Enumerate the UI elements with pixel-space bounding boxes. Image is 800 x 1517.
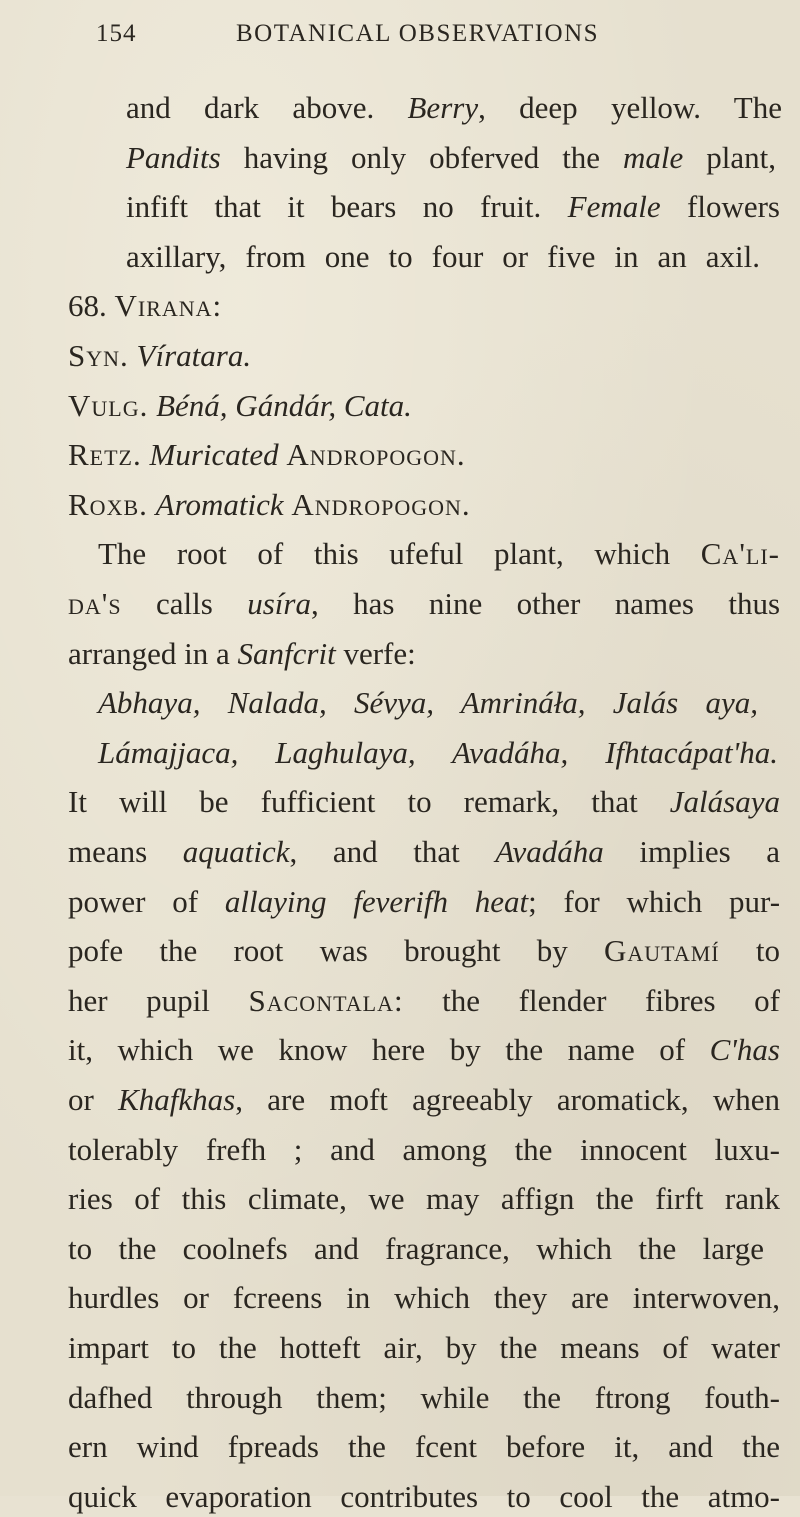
roman-text: hurdles or fcreens in which they are interwoven, <box>68 1280 780 1316</box>
text-line <box>126 237 760 277</box>
roman-text: pofe the root was brought by <box>68 933 604 969</box>
small-caps-text: Andropogon. <box>291 486 471 522</box>
text-line <box>68 1080 780 1120</box>
small-caps-text: Roxb. <box>68 486 148 522</box>
roman-text: arranged in a <box>68 635 238 671</box>
roman-text: implies a <box>603 834 780 869</box>
roman-text: ries of this climate, we may affign the firft rank <box>68 1181 780 1217</box>
roman-text: means <box>68 834 183 869</box>
roman-text <box>148 487 156 522</box>
italic-text: Berry <box>407 90 479 125</box>
text-line <box>68 1130 780 1170</box>
text-line <box>68 634 416 674</box>
italic-text: Sanfcrit <box>237 635 336 671</box>
roman-text: , are moft agreeably aromatick, when <box>235 1082 780 1117</box>
text-line <box>68 435 466 475</box>
italic-text: male <box>623 139 684 175</box>
text-line <box>68 386 412 426</box>
text-line <box>126 138 776 178</box>
roman-text: it, which we know here by the name of <box>68 1032 710 1068</box>
italic-text: Abhaya, Nalada, Sévya, Amrináła, Jalás aya, <box>98 685 758 721</box>
roman-text: having only obferved the <box>220 139 624 175</box>
small-caps-text: Sacontala: <box>248 982 404 1018</box>
roman-text: her pupil <box>68 982 249 1018</box>
text-line <box>98 534 780 574</box>
roman-text: 68. <box>68 288 115 324</box>
roman-text: power of <box>68 883 225 919</box>
text-line <box>68 832 780 872</box>
text-line <box>68 981 780 1021</box>
small-caps-text: da's <box>68 586 122 621</box>
italic-text: aquatick <box>182 834 290 869</box>
text-line <box>68 782 780 822</box>
small-caps-text: Syn. <box>68 338 129 373</box>
italic-text: Jalásaya <box>669 784 780 820</box>
roman-text: tolerably frefh ; and among the innocent luxu- <box>68 1131 780 1167</box>
text-line <box>68 1477 780 1517</box>
italic-text: Female <box>567 189 661 225</box>
roman-text: the flender fibres of <box>403 982 781 1018</box>
roman-text: verfe: <box>335 635 416 671</box>
page-header <box>96 20 776 60</box>
italic-text: Pandits <box>126 139 221 175</box>
text-line <box>126 187 780 227</box>
roman-text: It will be fufficient to remark, that <box>68 784 670 820</box>
roman-text: axillary, from one to four or five in an axil. <box>126 238 760 274</box>
text-line <box>68 1427 780 1467</box>
text-line <box>68 1179 780 1219</box>
text-line <box>68 286 222 326</box>
text-line <box>68 1328 780 1368</box>
roman-text: quick evaporation contributes to cool the atmo- <box>68 1478 780 1514</box>
italic-text: Béná, Gándár, Cata. <box>156 387 412 423</box>
text-line <box>68 485 471 525</box>
text-line <box>98 733 778 773</box>
roman-text: calls <box>121 586 248 621</box>
roman-text <box>148 388 156 423</box>
roman-text: infift that it bears no fruit. <box>126 189 568 225</box>
small-caps-text: Ca'li- <box>700 536 780 572</box>
roman-text: flowers <box>660 189 780 225</box>
italic-text: Lámajjaca, Laghulaya, Avadáha, Ifhtacápat'ha. <box>98 734 778 770</box>
small-caps-text: Vulg. <box>68 387 149 423</box>
italic-text: usíra <box>247 586 311 621</box>
roman-text: or <box>68 1082 119 1117</box>
running-title: BOTANICAL OBSERVATIONS <box>236 20 600 47</box>
italic-text: Víratara. <box>136 338 252 373</box>
roman-text: , and that <box>289 834 496 869</box>
small-caps-text: Andropogon. <box>286 437 466 473</box>
roman-text: plant, <box>683 139 776 175</box>
italic-text: C'has <box>709 1032 780 1068</box>
text-line <box>68 882 780 922</box>
roman-text: , deep yellow. The <box>478 90 782 125</box>
roman-text: impart to the hotteft air, by the means of water <box>68 1330 780 1365</box>
roman-text <box>129 338 137 373</box>
text-line <box>98 683 758 723</box>
text-line <box>68 336 251 376</box>
small-caps-text: Retz. <box>68 437 142 473</box>
text-line <box>68 1378 780 1418</box>
text-line <box>68 1229 764 1269</box>
roman-text <box>142 437 150 472</box>
roman-text: ern wind fpreads the fcent before it, and the <box>68 1429 780 1465</box>
page-number: 154 <box>96 20 137 47</box>
small-caps-text: Gautamí <box>604 933 720 969</box>
italic-text: Muricated <box>149 437 279 473</box>
small-caps-text: Virana: <box>114 288 223 324</box>
italic-text: Aromatick <box>155 486 284 522</box>
roman-text: dafhed through them; while the ftrong fouth- <box>68 1379 780 1415</box>
text-line <box>68 1278 780 1318</box>
roman-text: , has nine other names thus <box>310 586 781 621</box>
italic-text: Khafkhas <box>118 1082 236 1117</box>
text-line <box>68 931 780 971</box>
italic-text: allaying feverifh heat <box>224 883 529 919</box>
text-line <box>126 88 782 128</box>
italic-text: Avadáha <box>495 834 604 869</box>
roman-text: The root of this ufeful plant, which <box>98 536 701 572</box>
roman-text: to the coolnefs and fragrance, which the large <box>68 1230 764 1266</box>
roman-text: and dark above. <box>126 90 408 125</box>
roman-text: to <box>719 933 780 969</box>
text-line <box>68 1030 780 1070</box>
text-line <box>68 584 780 624</box>
roman-text: ; for which pur- <box>528 883 781 919</box>
